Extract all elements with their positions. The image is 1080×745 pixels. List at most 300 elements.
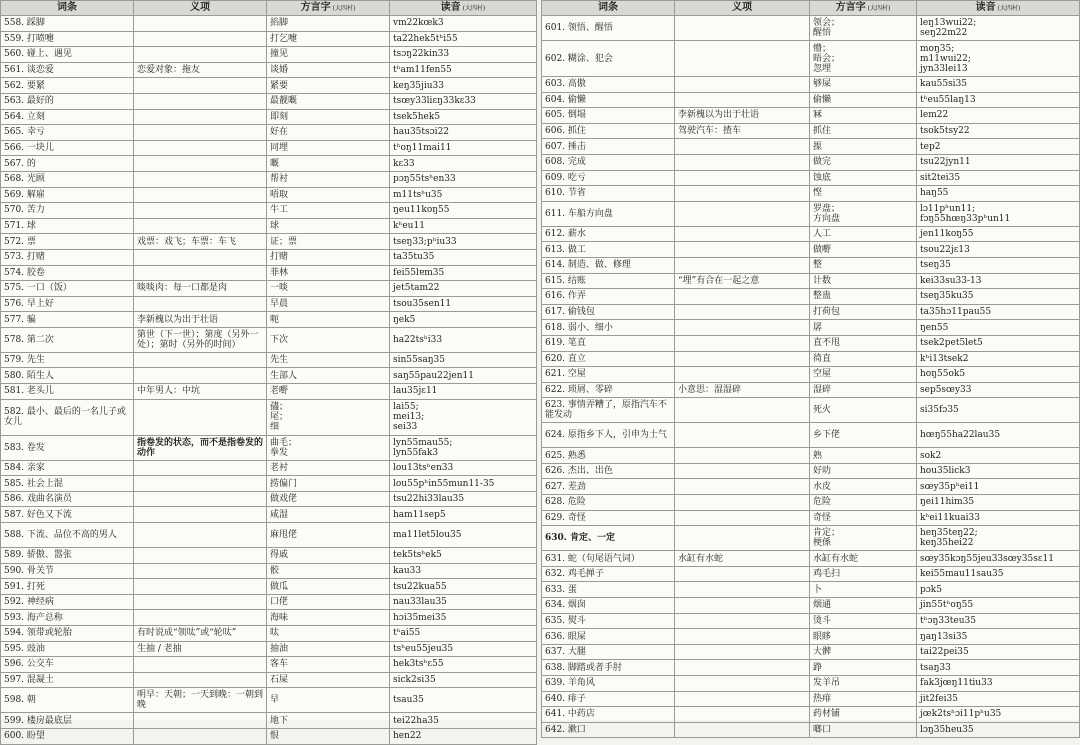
dialect-char-cell: 球 [267, 218, 390, 234]
meaning-cell [134, 218, 267, 234]
pronunciation-cell: hen22 [390, 728, 537, 744]
dialect-char-cell: 揼 [810, 139, 917, 155]
table-row [1, 507, 537, 523]
meaning-cell [134, 399, 267, 435]
dialect-char-cell: 最靓嘅 [267, 93, 390, 109]
meaning-cell: 中年男人：中坑 [134, 384, 267, 400]
entry-cell: 602. 糊涂、犯会 [542, 41, 675, 77]
pronunciation-cell: kʰei11kuai33 [917, 510, 1080, 526]
pronunciation-cell: fak3jœŋ11tiu33 [917, 676, 1080, 692]
meaning-cell [134, 249, 267, 265]
table-row [542, 139, 1080, 155]
meaning-cell: 明早：天朝；一天到晚：一朝到晚 [134, 688, 267, 713]
table-row [1, 713, 537, 729]
meaning-cell [134, 728, 267, 744]
dialect-char-cell: 整 [810, 257, 917, 273]
meaning-cell [134, 476, 267, 492]
dialect-char-cell: 冧 [810, 108, 917, 124]
entry-cell: 625. 熟悉 [542, 448, 675, 464]
dialect-char-cell: 水缸有水蛇 [810, 551, 917, 567]
pronunciation-cell: tsʰeu55jeu35 [390, 641, 537, 657]
meaning-cell [675, 367, 810, 383]
meaning-cell: 水缸有水蛇 [675, 551, 810, 567]
table-row [542, 257, 1080, 273]
meaning-cell: 恋爱对象：拖友 [134, 62, 267, 78]
pronunciation-cell: tek5tsʰek5 [390, 548, 537, 564]
header-dialect-char [267, 1, 390, 16]
entry-cell: 605. 倒塌 [542, 108, 675, 124]
dialect-char-cell: 湿碎 [810, 382, 917, 398]
dialect-char-cell: 紧要 [267, 78, 390, 94]
meaning-cell [134, 507, 267, 523]
table-row [1, 368, 537, 384]
meaning-cell [675, 598, 810, 614]
table-row [542, 644, 1080, 660]
table-row [542, 707, 1080, 723]
entry-cell: 593. 海产总称 [1, 610, 134, 626]
entry-cell: 566. 一块儿 [1, 140, 134, 156]
pronunciation-cell: keŋ35jiu33 [390, 78, 537, 94]
dialect-char-cell: 撞见 [267, 47, 390, 63]
table-row [542, 41, 1080, 77]
table-row [1, 125, 537, 141]
meaning-cell [675, 226, 810, 242]
entry-cell: 582. 最小、最后的一名儿子或女儿 [1, 399, 134, 435]
meaning-cell [134, 713, 267, 729]
pronunciation-cell: tsek5hek5 [390, 109, 537, 125]
meaning-cell [675, 92, 810, 108]
dialect-char-cell: 菲林 [267, 265, 390, 281]
dialect-char-cell: 蚀底 [810, 170, 917, 186]
meaning-cell [134, 265, 267, 281]
dialect-char-cell: 一啖 [267, 281, 390, 297]
meaning-cell [675, 526, 810, 551]
pronunciation-cell: lɔŋ35heu35 [917, 722, 1080, 738]
dialect-char-cell: 下次 [267, 327, 390, 352]
table-row [542, 382, 1080, 398]
table-row [542, 226, 1080, 242]
entry-cell: 584. 亲家 [1, 460, 134, 476]
pronunciation-cell: ŋen55 [917, 320, 1080, 336]
table-row [542, 16, 1080, 41]
entry-cell: 568. 光顾 [1, 171, 134, 187]
entry-cell: 607. 捶击 [542, 139, 675, 155]
table-header-row [1, 1, 537, 16]
dialect-char-cell: 谈婚 [267, 62, 390, 78]
table-row [1, 476, 537, 492]
meaning-cell [134, 296, 267, 312]
table-row [1, 435, 537, 460]
header-pronunciation [917, 1, 1080, 16]
table-header-row [542, 1, 1080, 16]
header-dialect-char-sub: (大四村) [332, 4, 356, 12]
table-row [1, 234, 537, 250]
pronunciation-cell: sok2 [917, 448, 1080, 464]
table-row [1, 399, 537, 435]
dialect-char-cell: 大髀 [810, 644, 917, 660]
entry-cell: 576. 早上好 [1, 296, 134, 312]
entry-cell: 591. 打死 [1, 579, 134, 595]
meaning-cell [675, 629, 810, 645]
pronunciation-cell: jet5tam22 [390, 281, 537, 297]
meaning-cell [675, 398, 810, 423]
dialect-char-cell: 整蛊 [810, 289, 917, 305]
pronunciation-cell: sick2si35 [390, 672, 537, 688]
entry-cell: 592. 神经病 [1, 594, 134, 610]
pronunciation-cell: kʰi13tsek2 [917, 351, 1080, 367]
dialect-char-cell: 乡下佬 [810, 423, 917, 448]
entry-cell: 578. 第二次 [1, 327, 134, 352]
table-row [542, 123, 1080, 139]
meaning-cell [134, 31, 267, 47]
meaning-cell [675, 41, 810, 77]
table-row [542, 154, 1080, 170]
entry-cell: 570. 苦力 [1, 203, 134, 219]
entry-cell: 603. 高傲 [542, 77, 675, 93]
dialect-char-cell: 捞偏门 [267, 476, 390, 492]
pronunciation-cell: heŋ35teŋ22; keŋ35hei22 [917, 526, 1080, 551]
entry-cell: 624. 原指乡下人，引申为土气 [542, 423, 675, 448]
entry-cell: 574. 胶卷 [1, 265, 134, 281]
dialect-char-cell: 海味 [267, 610, 390, 626]
pronunciation-cell: sœy35pʰei11 [917, 479, 1080, 495]
entry-cell: 639. 羊角风 [542, 676, 675, 692]
table-row [1, 93, 537, 109]
entry-cell: 561. 谈恋爱 [1, 62, 134, 78]
vocab-table-left [0, 0, 537, 745]
entry-cell: 610. 节省 [542, 186, 675, 202]
pronunciation-cell: hoŋ55ok5 [917, 367, 1080, 383]
dialect-char-cell: 空屋 [810, 367, 917, 383]
meaning-cell [675, 154, 810, 170]
dialect-char-cell: 打赌 [267, 249, 390, 265]
meaning-cell [675, 289, 810, 305]
pronunciation-cell: tsou22jɛ13 [917, 242, 1080, 258]
dialect-char-cell: 掐脚 [267, 16, 390, 32]
right-page [541, 0, 1080, 736]
pronunciation-cell: hau35tsɔi22 [390, 125, 537, 141]
meaning-cell [675, 707, 810, 723]
meaning-cell [134, 93, 267, 109]
pronunciation-cell: si35fɔ35 [917, 398, 1080, 423]
entry-cell: 611. 车船方向盘 [542, 201, 675, 226]
pronunciation-cell: lyn55mau55; lyn55fak3 [390, 435, 537, 460]
header-entry: 词条 [542, 1, 675, 16]
meaning-cell [675, 463, 810, 479]
pronunciation-cell: sin55saŋ35 [390, 352, 537, 368]
entry-cell: 609. 吃亏 [542, 170, 675, 186]
pronunciation-cell: leŋ13wui22; seŋ22m22 [917, 16, 1080, 41]
dialect-char-cell: 好叻 [810, 463, 917, 479]
dialect-char-cell: 好在 [267, 125, 390, 141]
meaning-cell [675, 479, 810, 495]
dialect-char-cell: 踭 [810, 660, 917, 676]
table-row [542, 526, 1080, 551]
meaning-cell [675, 242, 810, 258]
pronunciation-cell: ta35tu35 [390, 249, 537, 265]
dialect-char-cell: 孻； 尾； 细 [267, 399, 390, 435]
table-row [542, 273, 1080, 289]
pronunciation-cell: kau33 [390, 563, 537, 579]
entry-cell: 596. 公交车 [1, 657, 134, 673]
table-row [1, 78, 537, 94]
entry-cell: 599. 楼房最底层 [1, 713, 134, 729]
entry-cell: 601. 领悟、醒悟 [542, 16, 675, 41]
table-row [542, 92, 1080, 108]
dialect-char-cell: 同埋 [267, 140, 390, 156]
table-row [542, 448, 1080, 464]
entry-cell: 638. 脚踏或者手肘 [542, 660, 675, 676]
entry-cell: 630. 肯定、一定 [542, 526, 675, 551]
table-row [1, 203, 537, 219]
table-row [1, 187, 537, 203]
vocab-table-right [541, 0, 1080, 738]
meaning-cell [134, 672, 267, 688]
header-pronunciation-label: 读音 [975, 1, 996, 13]
pronunciation-cell: tʰam11fen55 [390, 62, 537, 78]
entry-cell: 628. 危险 [542, 495, 675, 511]
table-row [542, 320, 1080, 336]
entry-cell: 636. 眼屎 [542, 629, 675, 645]
pronunciation-cell: kɛ33 [390, 156, 537, 172]
meaning-cell: 第世（下一世）；第度（另外一处）；第时（另外的时间） [134, 327, 267, 352]
meaning-cell [675, 566, 810, 582]
pronunciation-cell: ŋek5 [390, 312, 537, 328]
entry-cell: 621. 空屋 [542, 367, 675, 383]
pronunciation-cell: hœŋ55ha22lau35 [917, 423, 1080, 448]
pronunciation-cell: fei55lɐm35 [390, 265, 537, 281]
table-row [1, 281, 537, 297]
entry-cell: 579. 先生 [1, 352, 134, 368]
meaning-cell [675, 201, 810, 226]
entry-cell: 635. 熨斗 [542, 613, 675, 629]
pronunciation-cell: hek3tsʰɛ55 [390, 657, 537, 673]
header-dialect-char-label: 方言字 [300, 1, 331, 13]
table-row [1, 594, 537, 610]
pronunciation-cell: tsok5tsy22 [917, 123, 1080, 139]
pronunciation-cell: hɔi35mei35 [390, 610, 537, 626]
meaning-cell: 李新槐以为出于壮语 [134, 312, 267, 328]
dialect-char-cell: 眼眵 [810, 629, 917, 645]
table-row [542, 335, 1080, 351]
pronunciation-cell: lai55; mei13; sei33 [390, 399, 537, 435]
meaning-cell [134, 125, 267, 141]
table-row [1, 460, 537, 476]
entry-cell: 632. 鸡毛掸子 [542, 566, 675, 582]
entry-cell: 606. 抓住 [542, 123, 675, 139]
table-row [1, 384, 537, 400]
entry-cell: 626. 杰出、出色 [542, 463, 675, 479]
header-meaning: 义项 [675, 1, 810, 16]
meaning-cell: “埋”有合在一起之意 [675, 273, 810, 289]
table-row [1, 265, 537, 281]
pronunciation-cell: kei33su33-13 [917, 273, 1080, 289]
dialect-char-cell: 水皮 [810, 479, 917, 495]
dialect-char-cell: 热痱 [810, 691, 917, 707]
dialect-char-cell: 曲毛； 拳发 [267, 435, 390, 460]
table-row [542, 367, 1080, 383]
table-row [542, 304, 1080, 320]
meaning-cell [134, 460, 267, 476]
pronunciation-cell: kʰeu11 [390, 218, 537, 234]
entry-cell: 577. 骗 [1, 312, 134, 328]
entry-cell: 562. 要紧 [1, 78, 134, 94]
entry-cell: 633. 蛋 [542, 582, 675, 598]
meaning-cell [675, 676, 810, 692]
meaning-cell [675, 320, 810, 336]
meaning-cell [675, 304, 810, 320]
meaning-cell [134, 594, 267, 610]
table-row [1, 548, 537, 564]
meaning-cell [134, 203, 267, 219]
entry-cell: 618. 弱小、细小 [542, 320, 675, 336]
meaning-cell [134, 610, 267, 626]
meaning-cell [675, 691, 810, 707]
dialect-char-cell: 烫斗 [810, 613, 917, 629]
dialect-char-cell: 鸡毛扫 [810, 566, 917, 582]
pronunciation-cell: tsu22hi33lau35 [390, 491, 537, 507]
entry-cell: 581. 老头儿 [1, 384, 134, 400]
dialect-char-cell: 咸湿 [267, 507, 390, 523]
entry-cell: 565. 幸亏 [1, 125, 134, 141]
entry-cell: 567. 的 [1, 156, 134, 172]
table-row [542, 108, 1080, 124]
table-row [1, 327, 537, 352]
meaning-cell [134, 47, 267, 63]
entry-cell: 641. 中药店 [542, 707, 675, 723]
dialect-char-cell: 早晨 [267, 296, 390, 312]
table-row [542, 186, 1080, 202]
pronunciation-cell: jin55tʰoŋ55 [917, 598, 1080, 614]
entry-cell: 634. 烟囱 [542, 598, 675, 614]
dialect-char-cell: 做戏佬 [267, 491, 390, 507]
meaning-cell: 戏票：戏飞；车票：车飞 [134, 234, 267, 250]
meaning-cell [675, 170, 810, 186]
entry-cell: 586. 戏曲名演员 [1, 491, 134, 507]
entry-cell: 615. 结账 [542, 273, 675, 289]
header-pronunciation-sub: (大四村) [997, 4, 1021, 12]
table-row [1, 352, 537, 368]
dialect-char-cell: 计数 [810, 273, 917, 289]
header-pronunciation-sub: (大四村) [462, 4, 486, 12]
dialect-char-cell: 奇怪 [810, 510, 917, 526]
dialect-char-cell: 牛工 [267, 203, 390, 219]
pronunciation-cell: ham11sep5 [390, 507, 537, 523]
dialect-char-cell: 肯定； 梗係 [810, 526, 917, 551]
table-row [542, 170, 1080, 186]
pronunciation-cell: tʰai55 [390, 626, 537, 642]
entry-cell: 619. 笔直 [542, 335, 675, 351]
table-row [1, 31, 537, 47]
entry-cell: 587. 好色又下流 [1, 507, 134, 523]
pronunciation-cell: sep5sœy33 [917, 382, 1080, 398]
meaning-cell [675, 423, 810, 448]
header-dialect-char-label: 方言字 [835, 1, 866, 13]
header-dialect-char [810, 1, 917, 16]
dialect-char-cell: 骹 [267, 563, 390, 579]
dialect-char-cell: 老嘢 [267, 384, 390, 400]
meaning-cell [675, 510, 810, 526]
table-row [542, 510, 1080, 526]
dialect-char-cell: 石屎 [267, 672, 390, 688]
pronunciation-cell: tsu22kua55 [390, 579, 537, 595]
meaning-cell [134, 491, 267, 507]
meaning-cell [675, 448, 810, 464]
dialect-char-cell: 做完 [810, 154, 917, 170]
dialect-char-cell: 死火 [810, 398, 917, 423]
header-dialect-char-sub: (大四村) [867, 4, 891, 12]
pronunciation-cell: tsek2pet5let5 [917, 335, 1080, 351]
meaning-cell: 驾驶汽车：揸车 [675, 123, 810, 139]
meaning-cell [134, 368, 267, 384]
meaning-cell [134, 78, 267, 94]
entry-cell: 613. 做工 [542, 242, 675, 258]
dialect-char-cell: 悭 [810, 186, 917, 202]
entry-cell: 631. 蛇（句尾语气词） [542, 551, 675, 567]
dialect-char-cell: 偷懒 [810, 92, 917, 108]
dialect-char-cell: 客车 [267, 657, 390, 673]
table-row [1, 62, 537, 78]
pronunciation-cell: tsɔŋ22kin33 [390, 47, 537, 63]
pronunciation-cell: lou13tsʰen33 [390, 460, 537, 476]
table-row [1, 626, 537, 642]
meaning-cell [675, 77, 810, 93]
table-row [1, 672, 537, 688]
table-row [542, 242, 1080, 258]
pronunciation-cell: ta22hek5tʰi55 [390, 31, 537, 47]
pronunciation-cell: moŋ35; m11wui22; jyn33lei13 [917, 41, 1080, 77]
entry-cell: 623. 事情弄糟了，原指汽车不能发动 [542, 398, 675, 423]
table-row [1, 563, 537, 579]
dialect-char-cell: 徛直 [810, 351, 917, 367]
pronunciation-cell: tai22pei35 [917, 644, 1080, 660]
table-row [542, 566, 1080, 582]
dialect-char-cell: 即刻 [267, 109, 390, 125]
table-row [542, 660, 1080, 676]
dialect-char-cell: 直不甩 [810, 335, 917, 351]
dialect-char-cell: 恨 [267, 728, 390, 744]
entry-cell: 627. 差劲 [542, 479, 675, 495]
entry-cell: 595. 豉油 [1, 641, 134, 657]
dialect-char-cell: 做瓜 [267, 579, 390, 595]
entry-cell: 585. 社会上混 [1, 476, 134, 492]
table-row [1, 140, 537, 156]
pronunciation-cell: jœk2tsʰɔi11pʰu35 [917, 707, 1080, 723]
dialect-char-cell: 孱 [810, 320, 917, 336]
pronunciation-cell: ŋaŋ13si35 [917, 629, 1080, 645]
pronunciation-cell: ha22tsʰi33 [390, 327, 537, 352]
table-row [542, 551, 1080, 567]
table-row [1, 312, 537, 328]
meaning-cell: 生抽 / 老抽 [134, 641, 267, 657]
table-row [1, 579, 537, 595]
pronunciation-cell: kei55mau11sau35 [917, 566, 1080, 582]
pronunciation-cell: tsu22jyn11 [917, 154, 1080, 170]
pronunciation-cell: m11tsʰu35 [390, 187, 537, 203]
entry-cell: 594. 领带或轮胎 [1, 626, 134, 642]
dialect-char-cell: 帮衬 [267, 171, 390, 187]
dialect-char-cell: 罗盘； 方向盘 [810, 201, 917, 226]
entry-cell: 600. 盼望 [1, 728, 134, 744]
dialect-char-cell: 口佬 [267, 594, 390, 610]
meaning-cell [675, 335, 810, 351]
table-row [1, 523, 537, 548]
table-row [542, 351, 1080, 367]
pronunciation-cell: ŋei11him35 [917, 495, 1080, 511]
entry-cell: 620. 直立 [542, 351, 675, 367]
table-row [542, 629, 1080, 645]
entry-cell: 560. 碰上、遇见 [1, 47, 134, 63]
